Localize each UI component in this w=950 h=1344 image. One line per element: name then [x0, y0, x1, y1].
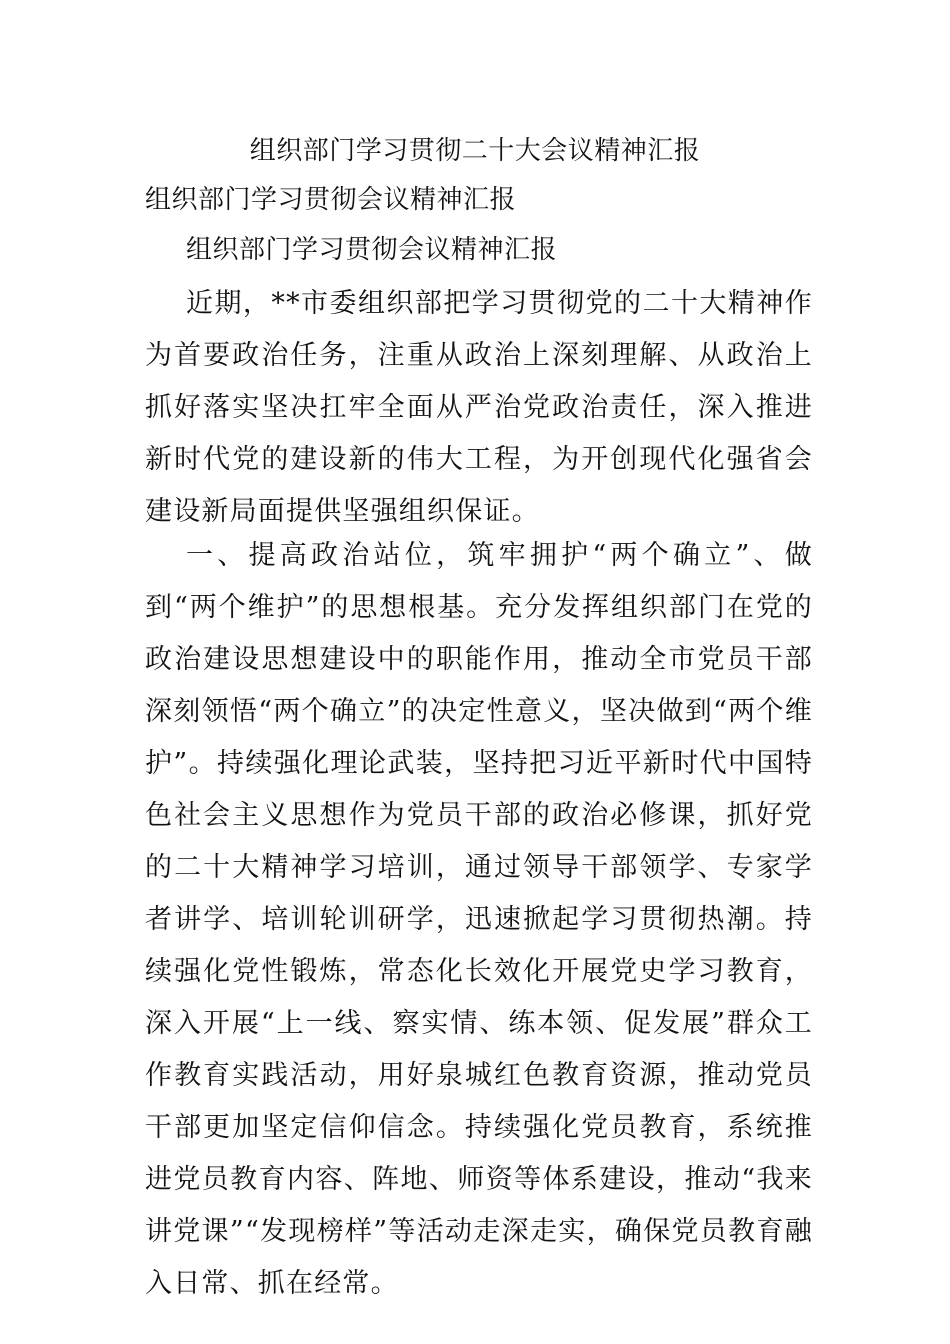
- document-subtitle: 组织部门学习贯彻会议精神汇报: [145, 185, 517, 215]
- document-title: 组织部门学习贯彻二十大会议精神汇报: [249, 136, 701, 166]
- paragraph-intro: 近期，**市委组织部把学习贯彻党的二十大精神作为首要政治任务，注重从政治上深刻理解、从政治上抓好落实坚决扛牢全面从严治党政治责任，深入推进新时代党的建设新的伟大工程，为开创现代化强省会建设新局面提供坚强组织保证。: [145, 288, 813, 527]
- document-subtitle-indented: 组织部门学习贯彻会议精神汇报: [186, 235, 558, 265]
- paragraph-section-one: 一、提高政治站位，筑牢拥护“两个确立”、做到“两个维护”的思想根基。充分发挥组织部门在党的政治建设思想建设中的职能作用，推动全市党员干部深刻领悟“两个确立”的决定性意义，坚决做到“两个维护”。持续强化理论武装，坚持把习近平新时代中国特色社会主义思想作为党员干部的政治必修课，抓好党的二十大精神学习培训，通过领导干部领学、专家学者讲学、培训轮训研学，迅速掀起学习贯彻热潮。持续强化党性锻炼，常态化长效化开展党史学习教育，深入开展“上一线、察实情、练本领、促发展”群众工作教育实践活动，用好泉城红色教育资源，推动党员干部更加坚定信仰信念。持续强化党员教育，系统推进党员教育内容、阵地、师资等体系建设，推动“我来讲党课”“发现榜样”等活动走深走实，确保党员教育融入日常、抓在经常。: [145, 540, 813, 1299]
